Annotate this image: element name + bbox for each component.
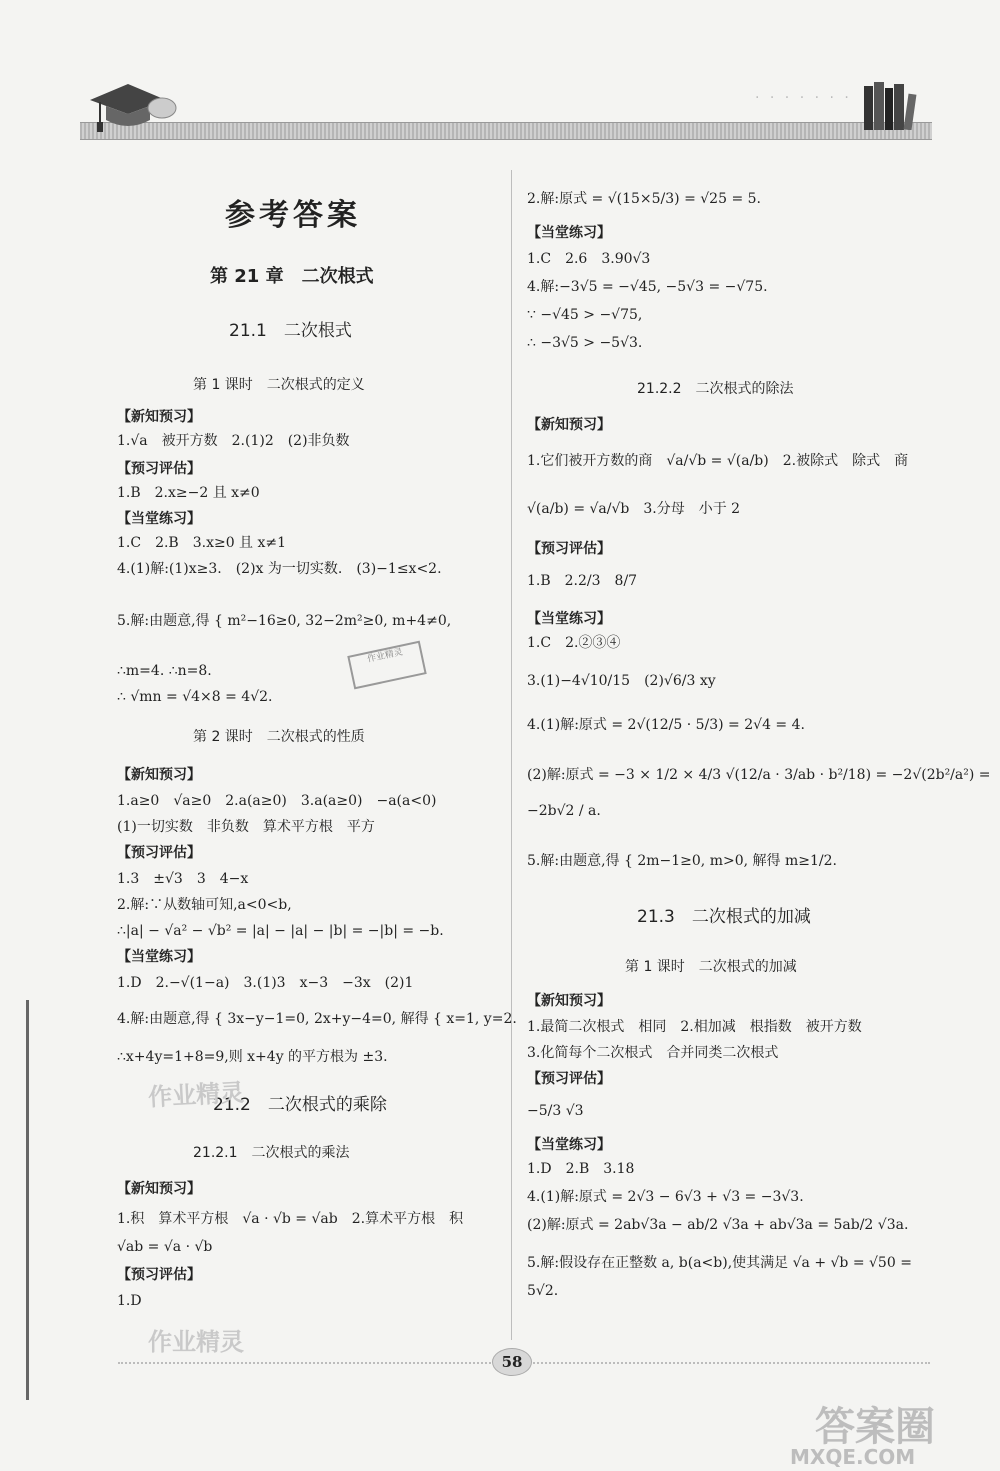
- page-header: [0, 0, 1000, 150]
- answer-line: 4.(1)解:原式 = 2√(12/5 · 5/3) = 2√4 = 4.: [527, 717, 805, 733]
- answer-line: ∴|a| − √a² − √b² = |a| − |a| − |b| = −|b| = −b.: [117, 923, 444, 939]
- section-heading: 【新知预习】: [117, 409, 201, 425]
- answer-line: 1.C 2.6 3.90√3: [527, 251, 651, 267]
- section-heading: 21.2.2 二次根式的除法: [637, 381, 794, 397]
- answer-line: 1.C 2.B 3.x≥0 且 x≠1: [117, 535, 287, 551]
- answer-line: ∴ √mn = √4×8 = 4√2.: [117, 689, 273, 705]
- answer-line: −5/3 √3: [527, 1103, 584, 1119]
- answer-line: 1.最简二次根式 相同 2.相加减 根指数 被开方数: [527, 1019, 862, 1035]
- answer-line: 4.解:由题意,得 { 3x−y−1=0, 2x+y−4=0, 解得 { x=1, y=2.: [117, 1011, 517, 1027]
- answer-line: 1.D 2.−√(1−a) 3.(1)3 x−3 −3x (2)1: [117, 975, 414, 991]
- chapter-title: 第 21 章 二次根式: [210, 266, 374, 287]
- answer-line: 1.它们被开方数的商 √a/√b = √(a/b) 2.被除式 除式 商: [527, 453, 909, 469]
- answer-line: (1)一切实数 非负数 算术平方根 平方: [117, 819, 375, 835]
- answer-line: 3.(1)−4√10/15 (2)√6/3 xy: [527, 673, 716, 689]
- answer-line: 3.化简每个二次根式 合并同类二次根式: [527, 1045, 779, 1061]
- section-heading: 21.2.1 二次根式的乘法: [193, 1145, 350, 1161]
- section-heading: 【预习评估】: [117, 461, 201, 477]
- answer-line: 5√2.: [527, 1283, 559, 1299]
- section-heading: 第 1 课时 二次根式的定义: [193, 377, 365, 393]
- section-heading: 【当堂练习】: [527, 225, 611, 241]
- section-heading: 【当堂练习】: [527, 611, 611, 627]
- answer-line: 1.D: [117, 1293, 142, 1309]
- answer-line: 2.解:∵从数轴可知,a<0<b,: [117, 897, 292, 913]
- column-divider: [511, 170, 512, 1340]
- answer-line: −2b√2 / a.: [527, 803, 601, 819]
- books-icon: [862, 80, 924, 130]
- section-heading: 第 2 课时 二次根式的性质: [193, 729, 365, 745]
- watermark-site: MXQE.COM: [790, 1445, 916, 1469]
- answer-line: 1.√a 被开方数 2.(1)2 (2)非负数: [117, 433, 350, 449]
- page-number: 58: [492, 1348, 532, 1376]
- section-heading: 【新知预习】: [117, 767, 201, 783]
- graduation-cap-icon: [88, 78, 178, 138]
- header-band: [80, 122, 932, 140]
- answer-line: 4.解:−3√5 = −√45, −5√3 = −√75.: [527, 279, 768, 295]
- answer-line: √ab = √a · √b: [117, 1239, 213, 1255]
- answer-line: 1.B 2.x≥−2 且 x≠0: [117, 485, 260, 501]
- answer-line: 2.解:原式 = √(15×5/3) = √25 = 5.: [527, 191, 761, 207]
- stamp-image: 作业精灵: [347, 641, 426, 690]
- scan-edge: [26, 1000, 29, 1400]
- answer-line: 5.解:由题意,得 { m²−16≥0, 32−2m²≥0, m+4≠0,: [117, 613, 452, 629]
- watermark-bottom-left: 作业精灵: [148, 1328, 244, 1356]
- watermark-left: 作业精灵: [147, 1078, 245, 1112]
- answer-line: 1.C 2.②③④: [527, 635, 621, 651]
- answer-line: 4.(1)解:(1)x≥3. (2)x 为一切实数. (3)−1≤x<2.: [117, 561, 442, 577]
- section-heading: 【预习评估】: [117, 1267, 201, 1283]
- answer-line: ∴m=4. ∴n=8.: [117, 663, 212, 679]
- answer-line: 5.解:由题意,得 { 2m−1≥0, m>0, 解得 m≥1/2.: [527, 853, 837, 869]
- answer-line: 1.B 2.2/3 8/7: [527, 573, 638, 589]
- section-heading: 21.3 二次根式的加减: [637, 907, 811, 927]
- answer-line: (2)解:原式 = −3 × 1/2 × 4/3 √(12/a · 3/ab · b²/18) = −2√(2b²/a²) =: [527, 767, 991, 783]
- section-heading: 21.2 二次根式的乘除: [213, 1095, 387, 1115]
- section-heading: 【当堂练习】: [527, 1137, 611, 1153]
- section-heading: 【新知预习】: [527, 417, 611, 433]
- answer-line: 1.积 算术平方根 √a · √b = √ab 2.算术平方根 积: [117, 1211, 464, 1227]
- section-heading: 【当堂练习】: [117, 949, 201, 965]
- answer-line: 1.D 2.B 3.18: [527, 1161, 635, 1177]
- answer-line: 1.3 ±√3 3 4−x: [117, 871, 249, 887]
- page-title: 参考答案: [225, 198, 361, 233]
- section-heading: 【新知预习】: [117, 1181, 201, 1197]
- answer-line: ∴ −3√5 > −5√3.: [527, 335, 643, 351]
- answer-line: (2)解:原式 = 2ab√3a − ab/2 √3a + ab√3a = 5ab/2 √3a.: [527, 1217, 909, 1233]
- header-faint-text: · · · · · · ·: [755, 90, 852, 106]
- watermark-logo: 答案圈: [815, 1404, 935, 1450]
- answer-line: ∵ −√45 > −√75,: [527, 307, 643, 323]
- answer-line: √(a/b) = √a/√b 3.分母 小于 2: [527, 501, 741, 517]
- section-heading: 21.1 二次根式: [229, 321, 352, 341]
- section-heading: 【预习评估】: [527, 541, 611, 557]
- section-heading: 【预习评估】: [117, 845, 201, 861]
- answer-line: 5.解:假设存在正整数 a, b(a<b),使其满足 √a + √b = √50 =: [527, 1255, 912, 1271]
- section-heading: 第 1 课时 二次根式的加减: [625, 959, 797, 975]
- answer-line: 4.(1)解:原式 = 2√3 − 6√3 + √3 = −3√3.: [527, 1189, 804, 1205]
- section-heading: 【新知预习】: [527, 993, 611, 1009]
- answer-line: 1.a≥0 √a≥0 2.a(a≥0) 3.a(a≥0) −a(a<0): [117, 793, 437, 809]
- section-heading: 【当堂练习】: [117, 511, 201, 527]
- section-heading: 【预习评估】: [527, 1071, 611, 1087]
- answer-line: ∴x+4y=1+8=9,则 x+4y 的平方根为 ±3.: [117, 1049, 388, 1065]
